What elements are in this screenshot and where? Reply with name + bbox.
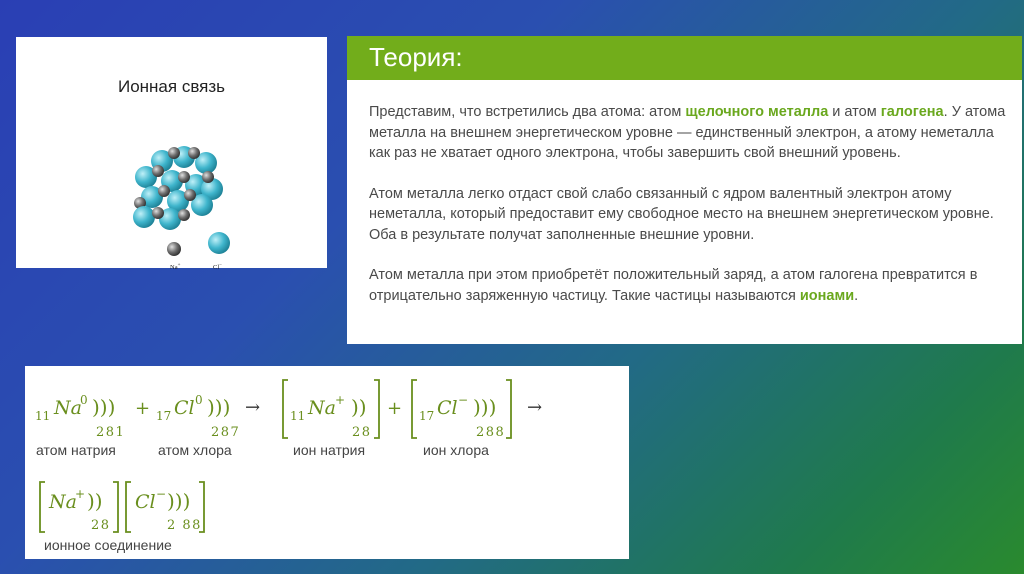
ionic-bond-card [16,37,327,271]
svg-text:))): ))) [207,395,231,419]
svg-text:+: + [335,393,346,407]
svg-text:2 88: 2 88 [167,518,202,533]
sodium-ion-formula [283,380,379,440]
arrow-2: → [527,397,543,418]
corner-decoration [982,336,1022,344]
term-alkali-metal: щелочного металла [685,104,829,120]
svg-text:0: 0 [195,393,203,407]
theory-header-bar [347,36,1022,80]
svg-text:287: 287 [211,425,241,440]
term-halogen: галогена [880,104,944,120]
sodium-ion-ball [167,242,181,256]
svg-text:Cl: Cl [174,397,195,419]
svg-text:+: + [75,487,86,501]
svg-text:11: 11 [35,409,51,423]
svg-text:Na: Na [49,491,77,513]
svg-text:17: 17 [419,409,435,423]
svg-text:))): ))) [473,395,497,419]
caption-chloride-ion: ион хлора [423,442,489,458]
term-ions: ионами [799,287,855,304]
svg-text:281: 281 [96,425,126,440]
svg-text:288: 288 [476,425,506,440]
svg-text:11: 11 [290,409,306,423]
theory-paragraph-3: Атом металла при этом приобретёт положительный заряд, а атом галогена превратится в отрицательно заряженную частицу. Такие частицы называются ионами. [369,267,978,304]
caption-sodium-atom: атом натрия [36,442,116,458]
compound-sodium-part [40,482,118,533]
svg-text:28: 28 [91,518,111,533]
svg-text:Cl: Cl [135,491,156,513]
svg-text:0: 0 [80,393,88,407]
svg-text:))): ))) [167,489,191,513]
plus-sign-1: + [135,398,151,419]
chlorine-atom-formula [156,393,240,440]
plus-sign-2: + [387,398,403,419]
svg-text:Cl: Cl [437,397,458,419]
svg-text:Na: Na [54,397,82,419]
theory-paragraph-1: Представим, что встретились два атома: атом щелочного металла и атом галогена. У атома металла на внешнем энергетическом уровне — единственный электрон, а атому неметалла как раз не хватает одного электрона, чтобы завершить свой внешний уровень. [369,104,1006,161]
caption-chlorine-atom: атом хлора [158,442,232,458]
sodium-atom-formula [35,393,125,440]
svg-text:Na: Na [308,397,336,419]
svg-text:)): )) [87,489,103,513]
nacl-crystal-illustration [124,141,234,271]
ionic-bond-title: Ионная связь [117,77,226,96]
compound-chloride-part [126,482,204,533]
svg-text:−: − [156,487,167,501]
chloride-ion-label: Cl− [213,263,222,271]
svg-text:28: 28 [352,425,372,440]
reaction-equation-card [25,366,629,559]
svg-text:−: − [458,393,469,407]
crystal-lattice [133,146,223,230]
caption-sodium-ion: ион натрия [293,442,366,458]
arrow-1: → [245,397,261,418]
theory-title: Теория: [369,42,463,72]
svg-text:))): ))) [92,395,116,419]
reaction-equation [25,366,629,559]
theory-card [347,36,1022,344]
caption-ionic-compound: ионное соединение [44,537,172,553]
chloride-ion-ball [208,232,230,254]
sodium-ion-label: Na+ [170,263,181,271]
theory-text [369,102,1009,326]
chloride-ion-formula [412,380,511,440]
theory-paragraph-2: Атом металла легко отдаст свой слабо связанный с ядром валентный электрон атому неметалла, который предоставит ему свободное место на внешнем энергетическом уровне. Оба в результате получат заполненные внешние уровни. [369,185,994,243]
svg-text:)): )) [351,395,367,419]
svg-text:17: 17 [156,409,172,423]
